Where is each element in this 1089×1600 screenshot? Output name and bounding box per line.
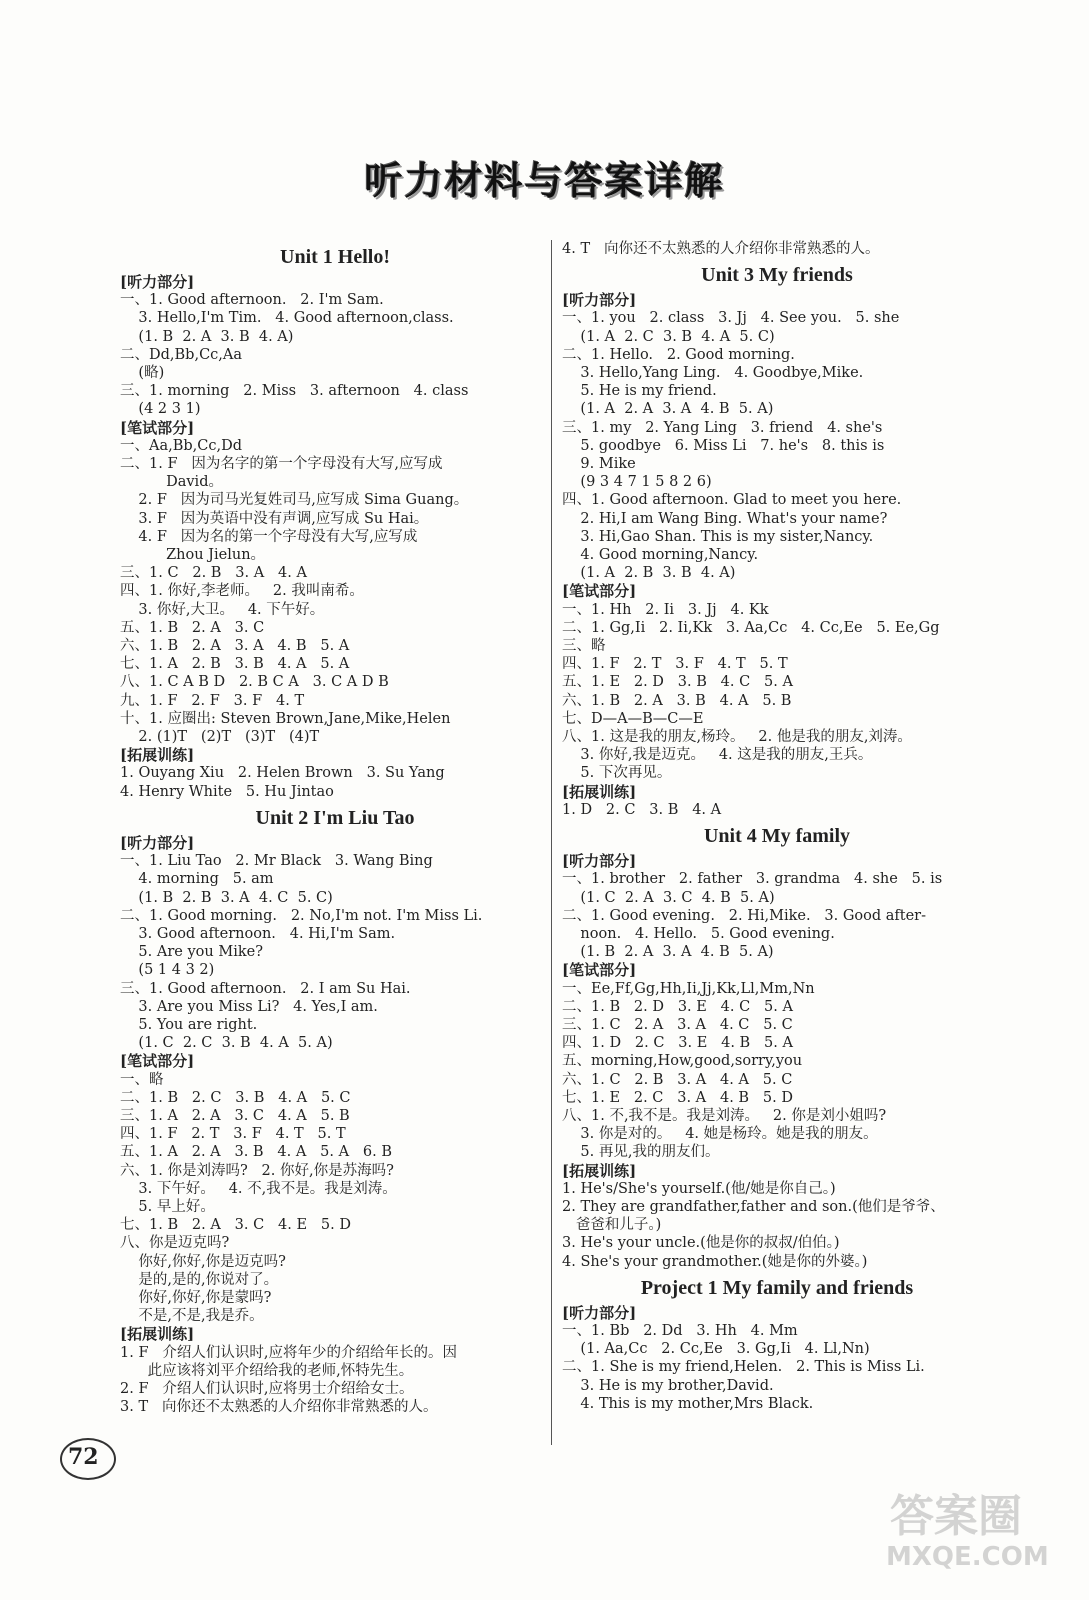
- watermark-url: MXQE.COM: [886, 1542, 1049, 1572]
- section-label: [笔试部分]: [562, 961, 637, 980]
- answer-line: 2. F 介绍人们认识时,应将男士介绍给女士。: [120, 1380, 414, 1397]
- answer-line: 三、1. my 2. Yang Ling 3. friend 4. she's: [562, 419, 883, 436]
- answer-line: 4. She's your grandmother.(她是你的外婆。): [562, 1253, 868, 1270]
- answer-line: 六、1. C 2. B 3. A 4. A 5. C: [562, 1071, 793, 1088]
- answer-line: 一、Ee,Ff,Gg,Hh,Ii,Jj,Kk,Ll,Mm,Nn: [562, 980, 815, 997]
- watermark-logo-text: 答案圈: [890, 1491, 1022, 1542]
- section-label: [听力部分]: [562, 852, 637, 871]
- answer-line: 爸爸和儿子。): [562, 1217, 662, 1234]
- answer-line: 一、Aa,Bb,Cc,Dd: [120, 437, 243, 454]
- answer-line: 2. Hi,I am Wang Bing. What's your name?: [562, 510, 888, 527]
- answer-line: 五、1. E 2. D 3. B 4. C 5. A: [562, 674, 793, 691]
- watermark: [880, 1480, 1070, 1590]
- answer-line: 1. Ouyang Xiu 2. Helen Brown 3. Su Yang: [120, 765, 445, 782]
- answer-line: 二、1. Good evening. 2. Hi,Mike. 3. Good after-: [562, 907, 927, 924]
- answer-line: (略): [120, 365, 165, 382]
- answer-line: (9 3 4 7 1 5 8 2 6): [562, 474, 712, 491]
- answer-line: 5. Are you Mike?: [120, 944, 263, 961]
- unit-heading: Unit 3 My friends: [701, 264, 853, 287]
- answer-line: 是的,是的,你说对了。: [120, 1271, 279, 1288]
- answer-line: 1. D 2. C 3. B 4. A: [562, 801, 722, 818]
- answer-line: 3. 下午好。 4. 不,我不是。我是刘涛。: [120, 1180, 397, 1197]
- answer-line: 你好,你好,你是蒙吗?: [120, 1289, 272, 1306]
- answer-line: 四、1. F 2. T 3. F 4. T 5. T: [562, 656, 788, 673]
- answer-line: 3. Are you Miss Li? 4. Yes,I am.: [120, 998, 378, 1015]
- answer-line: 4. Good morning,Nancy.: [562, 547, 759, 564]
- right-column: [562, 240, 992, 1413]
- left-column: [120, 240, 550, 1416]
- answer-line: 你好,你好,你是迈克吗?: [120, 1253, 286, 1270]
- answer-line: 二、1. She is my friend,Helen. 2. This is Miss Li.: [562, 1359, 925, 1376]
- answer-line: (1. B 2. B 3. A 4. C 5. C): [120, 889, 333, 906]
- answer-line: 3. 你是对的。 4. 她是杨玲。她是我的朋友。: [562, 1126, 878, 1143]
- answer-line: 此应该将刘平介绍给我的老师,怀特先生。: [120, 1362, 414, 1379]
- section-label: [笔试部分]: [120, 1052, 195, 1071]
- answer-line: 五、1. B 2. A 3. C: [120, 619, 265, 636]
- answer-line: Zhou Jielun。: [120, 547, 266, 564]
- answer-line: 九、1. F 2. F 3. F 4. T: [120, 692, 305, 709]
- answer-line: 一、1. Liu Tao 2. Mr Black 3. Wang Bing: [120, 853, 433, 870]
- answer-line: 七、1. E 2. C 3. A 4. B 5. D: [562, 1089, 793, 1106]
- answer-line: 三、1. A 2. A 3. C 4. A 5. B: [120, 1107, 350, 1124]
- answer-line: 二、1. Gg,Ii 2. Ii,Kk 3. Aa,Cc 4. Cc,Ee 5. Ee,Gg: [562, 619, 940, 636]
- answer-line: 1. F 介绍人们认识时,应将年少的介绍给年长的。因: [120, 1344, 457, 1361]
- answer-line: 一、略: [120, 1071, 164, 1088]
- answer-line: 4. F 因为名的第一个字母没有大写,应写成: [120, 528, 418, 545]
- answer-line: 三、1. C 2. B 3. A 4. A: [120, 565, 307, 582]
- section-label: [笔试部分]: [562, 582, 637, 601]
- answer-line: (1. A 2. C 3. B 4. A 5. C): [562, 328, 775, 345]
- answer-line: 二、1. Hello. 2. Good morning.: [562, 346, 795, 363]
- answer-line: (1. C 2. A 3. C 4. B 5. A): [562, 889, 775, 906]
- answer-line: 四、1. Good afternoon. Glad to meet you here.: [562, 492, 902, 509]
- answer-line: 三、1. Good afternoon. 2. I am Su Hai.: [120, 980, 411, 997]
- answer-line: 2. (1)T (2)T (3)T (4)T: [120, 729, 320, 746]
- answer-line: (1. B 2. A 3. A 4. B 5. A): [562, 944, 774, 961]
- answer-line: 七、1. A 2. B 3. B 4. A 5. A: [120, 656, 350, 673]
- answer-line: 3. Hello,Yang Ling. 4. Goodbye,Mike.: [562, 365, 864, 382]
- answer-line: 一、1. you 2. class 3. Jj 4. See you. 5. she: [562, 310, 900, 327]
- column-divider: [551, 240, 552, 1445]
- answer-line: 3. He's your uncle.(他是你的叔叔/伯伯。): [562, 1235, 840, 1252]
- answer-line: 5. 再见,我的朋友们。: [562, 1144, 720, 1161]
- answer-line: 八、你是迈克吗?: [120, 1235, 230, 1252]
- page-number: 72: [68, 1444, 99, 1470]
- answer-line: 2. F 因为司马光复姓司马,应写成 Sima Guang。: [120, 492, 469, 509]
- answer-line: 二、1. B 2. D 3. E 4. C 5. A: [562, 998, 793, 1015]
- answer-line: 不是,不是,我是乔。: [120, 1308, 264, 1325]
- answer-line: 1. He's/She's yourself.(他/她是你自己。): [562, 1180, 836, 1197]
- answer-line: 5. 早上好。: [120, 1198, 215, 1215]
- answer-line: 七、D—A—B—C—E: [562, 710, 704, 727]
- answer-line: 四、1. 你好,李老师。 2. 我叫南希。: [120, 583, 364, 600]
- page-title: 听力材料与答案详解: [364, 159, 725, 203]
- answer-line: 5. You are right.: [120, 1016, 258, 1033]
- section-label: [听力部分]: [562, 1303, 637, 1322]
- section-label: [拓展训练]: [562, 782, 637, 801]
- unit-heading: Unit 4 My family: [703, 825, 851, 848]
- answer-line: 三、1. morning 2. Miss 3. afternoon 4. class: [120, 383, 469, 400]
- answer-line: 3. 你好,大卫。 4. 下午好。: [120, 601, 325, 618]
- answer-line: 一、1. Bb 2. Dd 3. Hh 4. Mm: [562, 1322, 798, 1339]
- answer-line: 4. This is my mother,Mrs Black.: [562, 1395, 814, 1412]
- answer-line: (4 2 3 1): [120, 401, 201, 418]
- section-label: [笔试部分]: [120, 418, 195, 437]
- answer-line: 5. He is my friend.: [562, 383, 717, 400]
- answer-line: 一、1. brother 2. father 3. grandma 4. she 5. is: [562, 871, 943, 888]
- answer-line: 4. morning 5. am: [120, 871, 274, 888]
- answer-line: (1. B 2. A 3. B 4. A): [120, 328, 294, 345]
- section-label: [听力部分]: [120, 833, 195, 852]
- unit-heading: Unit 1 Hello!: [280, 246, 390, 268]
- answer-line: 六、1. B 2. A 3. B 4. A 5. B: [562, 692, 792, 709]
- answer-line: 六、1. 你是刘涛吗? 2. 你好,你是苏海吗?: [120, 1162, 394, 1179]
- answer-line: (5 1 4 3 2): [120, 962, 215, 979]
- section-label: [听力部分]: [120, 273, 195, 291]
- section-label: [拓展训练]: [562, 1161, 637, 1180]
- answer-line: 三、1. C 2. A 3. A 4. C 5. C: [562, 1016, 793, 1033]
- answer-line: 3. 你好,我是迈克。 4. 这是我的朋友,王兵。: [562, 747, 873, 764]
- page-number-badge: [52, 1432, 124, 1480]
- answer-line: 八、1. 这是我的朋友,杨玲。 2. 他是我的朋友,刘涛。: [562, 729, 912, 746]
- unit-heading: Unit 2 I'm Liu Tao: [255, 806, 415, 829]
- answer-line: (1. Aa,Cc 2. Cc,Ee 3. Gg,Ii 4. Ll,Nn): [562, 1341, 870, 1358]
- answer-line: 4. Henry White 5. Hu Jintao: [120, 783, 334, 800]
- section-label: [拓展训练]: [120, 1325, 195, 1344]
- answer-line: 4. T 向你还不太熟悉的人介绍你非常熟悉的人。: [562, 241, 880, 257]
- answer-line: 一、1. Hh 2. Ii 3. Jj 4. Kk: [562, 601, 769, 618]
- answer-line: 3. He is my brother,David.: [562, 1377, 774, 1394]
- answer-line: 3. F 因为英语中没有声调,应写成 Su Hai。: [120, 510, 429, 527]
- answer-line: 七、1. B 2. A 3. C 4. E 5. D: [120, 1217, 351, 1234]
- answer-line: 二、1. B 2. C 3. B 4. A 5. C: [120, 1089, 351, 1106]
- unit-heading: Project 1 My family and friends: [640, 1276, 914, 1299]
- answer-line: (1. A 2. A 3. A 4. B 5. A): [562, 401, 774, 418]
- answer-line: 八、1. 不,我不是。我是刘涛。 2. 你是刘小姐吗?: [562, 1107, 887, 1124]
- answer-line: 五、morning,How,good,sorry,you: [562, 1053, 803, 1070]
- answer-line: (1. C 2. C 3. B 4. A 5. A): [120, 1035, 333, 1052]
- answer-line: 9. Mike: [562, 456, 636, 473]
- answer-line: 3. Good afternoon. 4. Hi,I'm Sam.: [120, 925, 396, 942]
- answer-line: 2. They are grandfather,father and son.(他们是爷爷、: [562, 1198, 945, 1215]
- answer-line: 二、Dd,Bb,Cc,Aa: [120, 346, 243, 363]
- answer-line: (1. A 2. B 3. B 4. A): [562, 565, 736, 582]
- answer-line: 四、1. D 2. C 3. E 4. B 5. A: [562, 1035, 793, 1052]
- section-label: [拓展训练]: [120, 746, 195, 765]
- answer-line: 5. goodbye 6. Miss Li 7. he's 8. this is: [562, 437, 885, 454]
- answer-line: noon. 4. Hello. 5. Good evening.: [562, 925, 835, 942]
- answer-line: 一、1. Good afternoon. 2. I'm Sam.: [120, 292, 384, 309]
- answer-line: 二、1. Good morning. 2. No,I'm not. I'm Miss Li.: [120, 907, 483, 924]
- answer-line: 八、1. C A B D 2. B C A 3. C A D B: [120, 674, 389, 691]
- answer-line: David。: [120, 474, 223, 491]
- answer-line: 六、1. B 2. A 3. A 4. B 5. A: [120, 638, 350, 655]
- answer-line: 五、1. A 2. A 3. B 4. A 5. A 6. B: [120, 1144, 392, 1161]
- answer-line: 3. Hi,Gao Shan. This is my sister,Nancy.: [562, 528, 874, 545]
- answer-line: 3. T 向你还不太熟悉的人介绍你非常熟悉的人。: [120, 1399, 438, 1416]
- answer-line: 3. Hello,I'm Tim. 4. Good afternoon,class.: [120, 310, 454, 327]
- answer-line: 5. 下次再见。: [562, 765, 672, 782]
- answer-line: 二、1. F 因为名字的第一个字母没有大写,应写成: [120, 456, 443, 473]
- answer-line: 四、1. F 2. T 3. F 4. T 5. T: [120, 1126, 346, 1143]
- section-label: [听力部分]: [562, 291, 637, 310]
- answer-line: 十、1. 应圈出: Steven Brown,Jane,Mike,Helen: [120, 710, 451, 727]
- answer-line: 三、略: [562, 638, 606, 655]
